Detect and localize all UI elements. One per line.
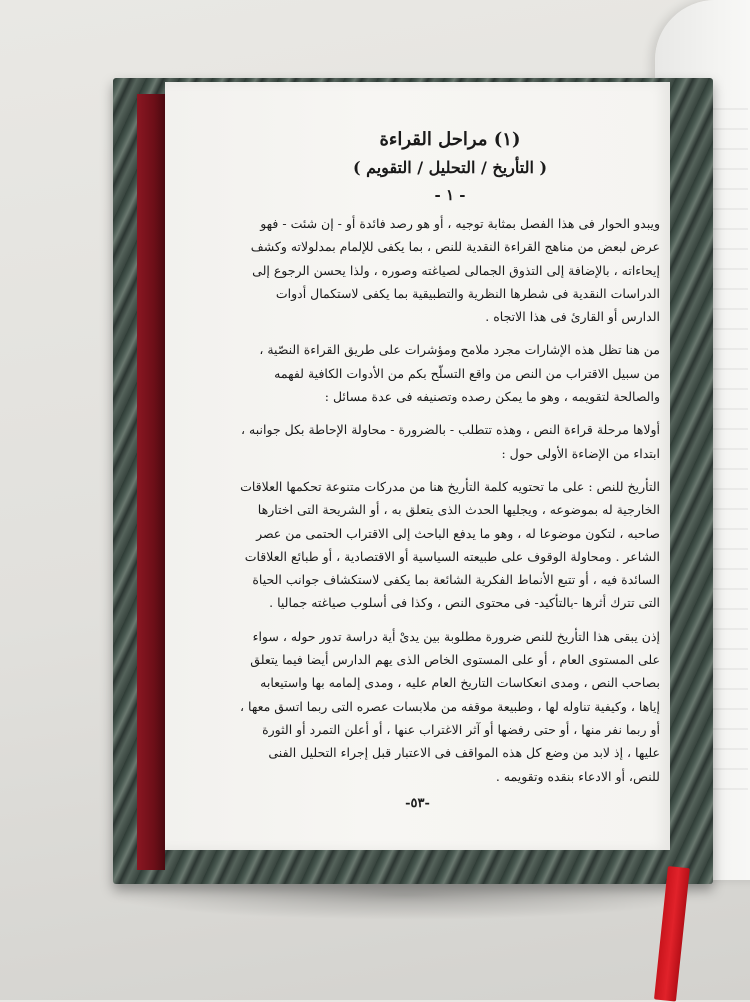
paragraph-3: أولاها مرحلة قراءة النص ، وهذه تتطلب - بالضرورة - محاولة الإحاطة بكل جوانبه ، ابتداء من الإضاءة الأولى حول : xyxy=(241,422,660,461)
paragraph-5: إذن يبقى هذا التأريخ للنص ضرورة مطلوبة بين يدىْ أية دراسة تدور حوله ، سواء على المستوى العام ، أو على المستوى الخاص الذى يهم الدارس أيضا فيما يتعلق بصاحب النص ، ومدى انعكاسات التاريخ العام عليه ، ومدى إلمامه بها واستيعابه إياها ، وكيفية تناوله لها ، وطبيعة موقفه من ملابسات عصره التى ربما اتسق معها ، أو ربما نفر منها ، أو حتى رفضها أو آثر الاغتراب عنها ، أو أعلن التمرد أو الثورة عليها ، إذ لابد من وضع كل هذه المواقف فى الاعتبار قبل إجراء التحليل الفنى للنص، أو الادعاء بنقده وتقويمه . xyxy=(240,628,660,784)
section-marker: - ١ - xyxy=(434,186,466,204)
page-number: -٥٣- xyxy=(405,796,430,811)
paragraph-2: من هنا تظل هذه الإشارات مجرد ملامح ومؤشرات على طريق القراءة النصّية ، من سبيل الاقتراب من النص من واقع التسلّح بكم من الأدوات الكافية لفهمه والصالحة لتقويمه ، وهو ما يمكن رصده وتصنيفه فى عدة مسائل : xyxy=(259,342,660,405)
binding-red-band xyxy=(137,94,165,870)
page-text-column xyxy=(240,126,660,798)
paragraph-4: التأريخ للنص : على ما تحتويه كلمة التأريخ هنا من مدركات متنوعة تحكمها العلاقات الخارجية له بموضوعه ، ويجليها الحدث الذى يتعلق به ، أو الشريحة التى اختارها صاحبه ، لتكون موضوعا له ، وهو ما يدفع الباحث إلى الاقتراب الحتمى من عصر الشاعر . ومحاولة الوقوف على طبيعته السياسية أو الاقتصادية ، أو طبائع العلاقات السائدة فيه ، أو تتبع الأنماط الفكرية الشائعة بما يكفى لاستكشاف جوانب الحياة التى تترك أثرها -بالتأكيد- فى محتوى النص ، وكذا فى أسلوب صياغته جماليا . xyxy=(240,478,660,611)
book-page xyxy=(165,82,670,850)
chapter-subheading: ( التأريخ / التحليل / التقويم ) xyxy=(352,158,548,177)
chapter-heading: (١) مراحل القراءة xyxy=(379,129,521,150)
paragraph-1: ويبدو الحوار فى هذا الفصل بمثابة توجيه ، أو هو رصد فائدة أو - إن شئت - فهو عرض لبعض من مناهج القراءة النقدية للنص ، بما يكفى للإلمام بمدلولاته وكشف إيحاءاته ، بالإضافة إلى التذوق الجمالى لصياغته وصوره ، ولذا يحسن الرجوع إلى الدراسات النقدية فى شطرها النظرية والتطبيقية بما يكفى لاستكمال أدوات الدارس أو القارئ فى هذا الاتجاه . xyxy=(250,216,660,325)
